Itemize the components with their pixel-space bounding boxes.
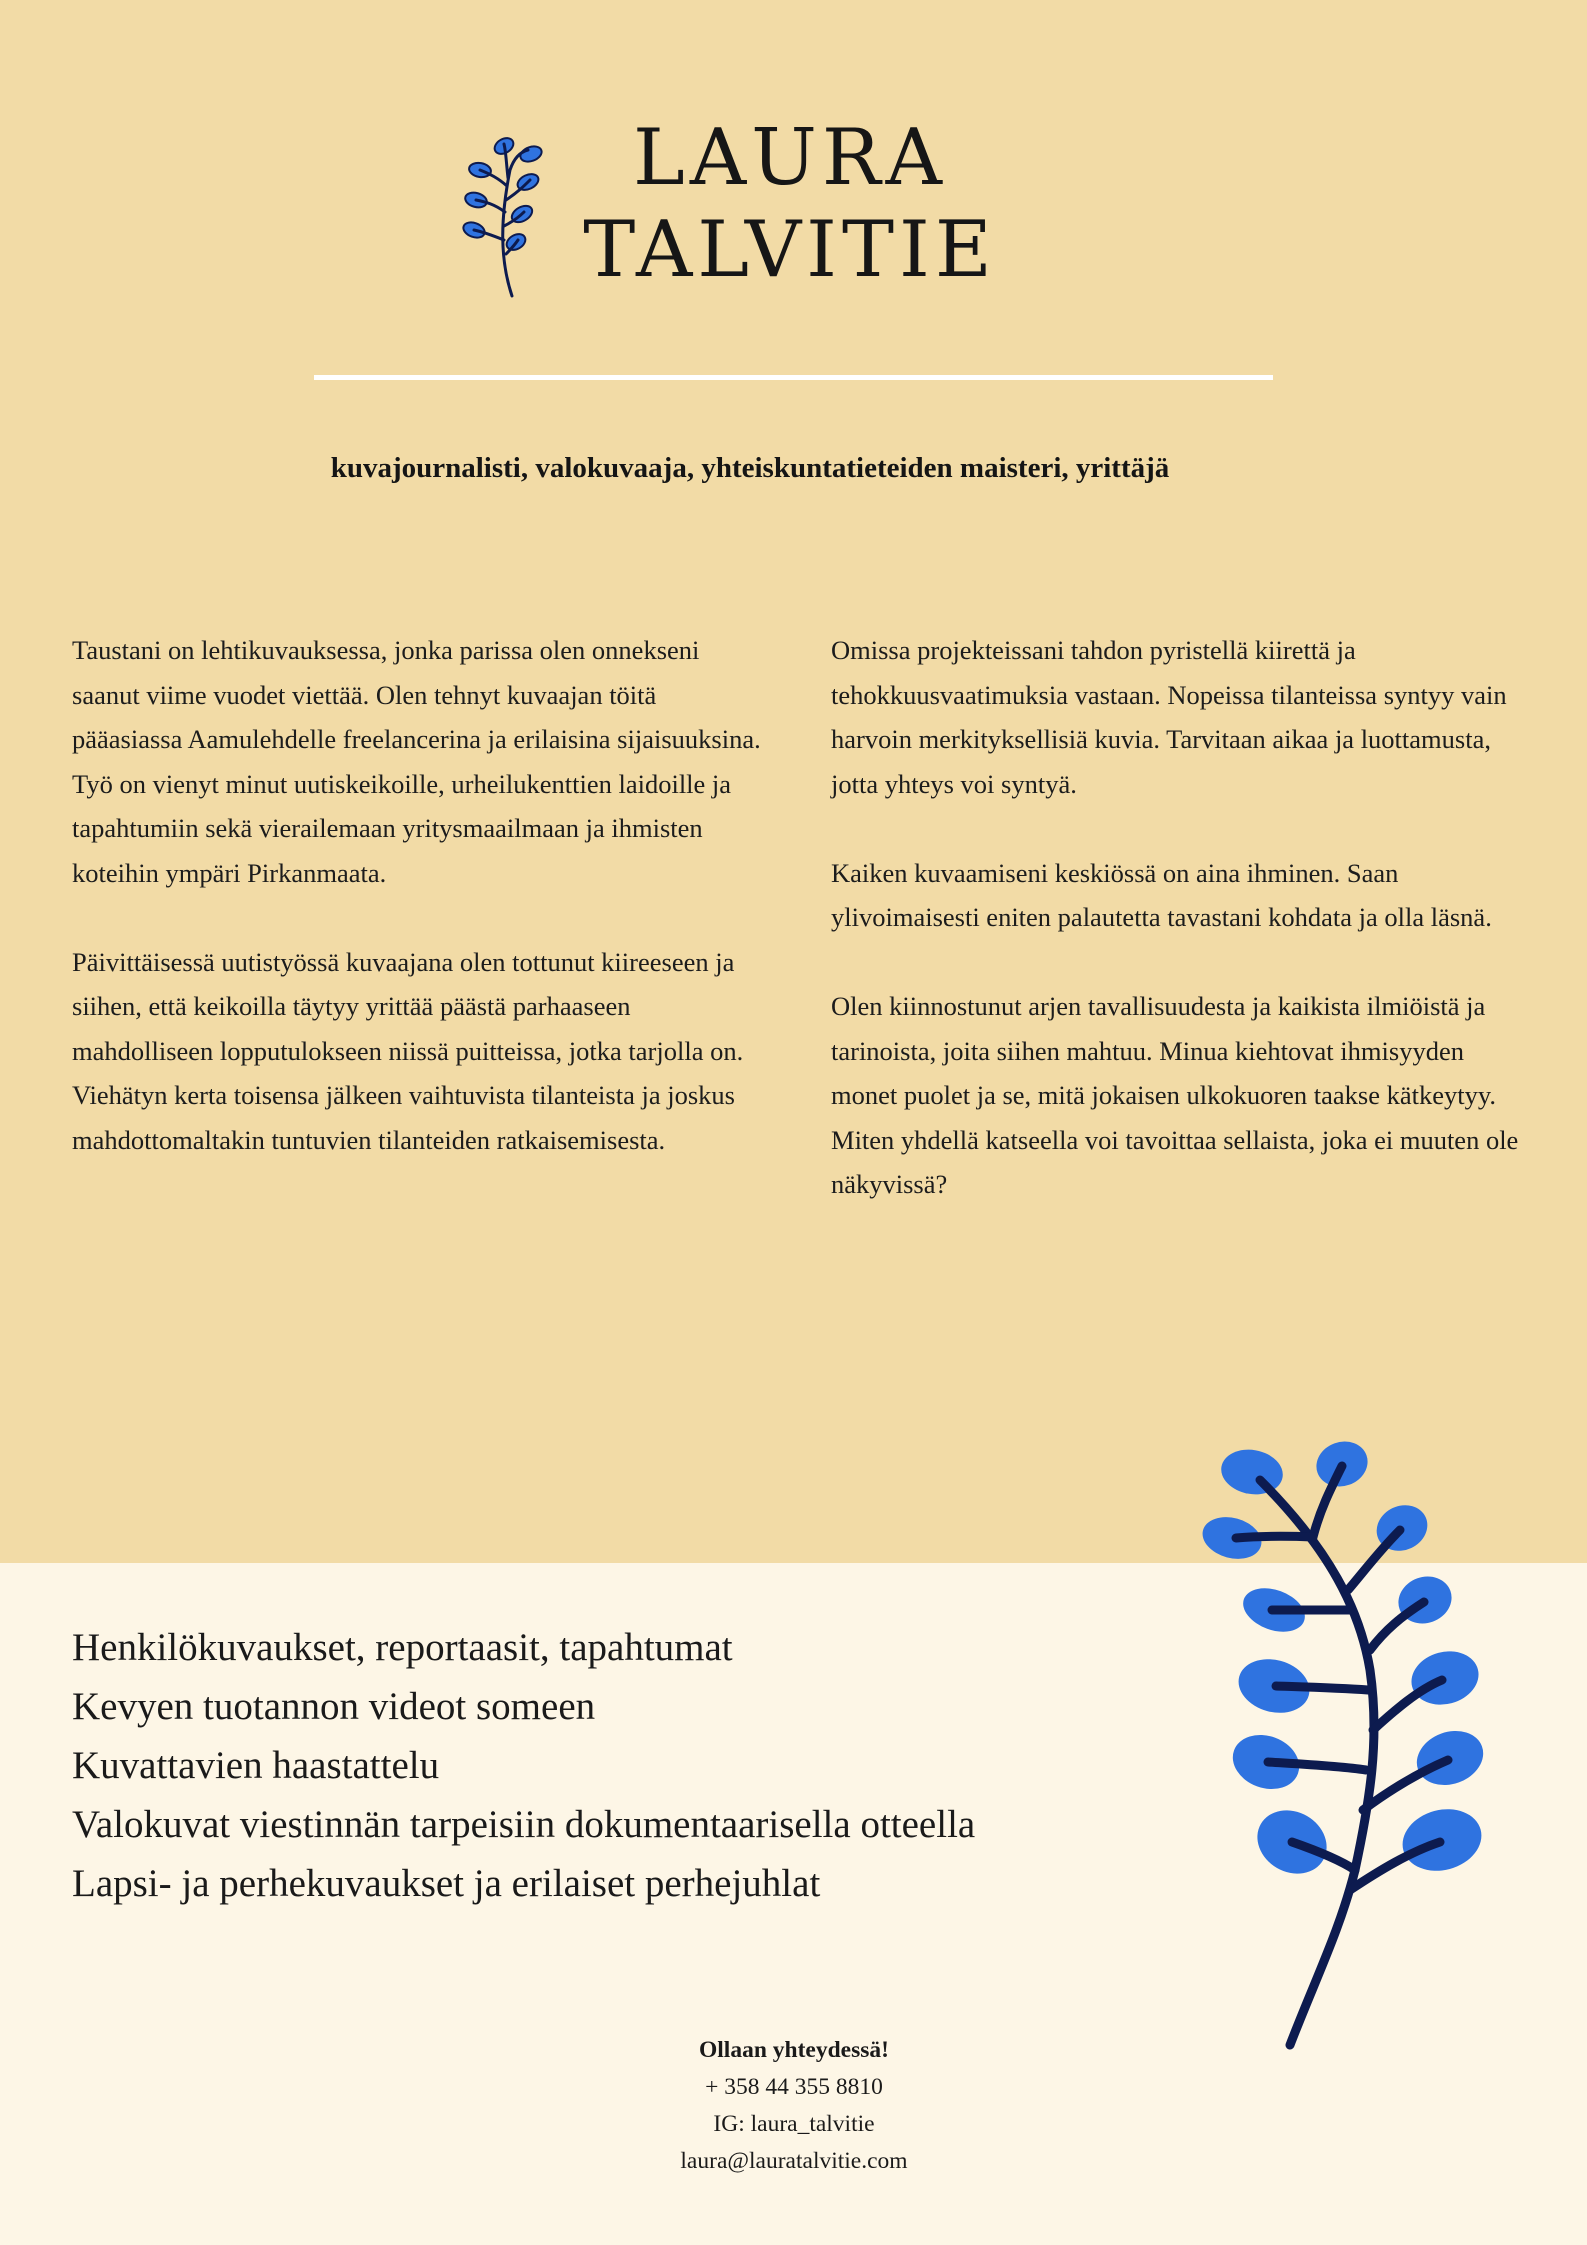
left-column	[72, 628, 772, 1207]
name-title	[560, 112, 1020, 296]
contact-heading: Ollaan yhteydessä!	[699, 2037, 889, 2063]
service-item: Valokuvat viestinnän tarpeisiin dokumentaarisella otteella	[72, 1803, 976, 1846]
contact-email[interactable]: laura@lauratalvitie.com	[680, 2148, 908, 2174]
service-item: Kuvattavien haastattelu	[72, 1744, 440, 1787]
left-paragraph: Päivittäisessä uutistyössä kuvaajana olen tottunut kiireeseen ja siihen, että keikoilla täytyy yrittää päästä parhaaseen mahdolliseen lopputulokseen niissä puitteissa, jotka tarjolla on. Viehätyn kerta toisensa jälkeen vaihtuvista tilanteista ja joskus mahdottomaltakin tuntuvien tilanteiden ratkaisemisesta.	[72, 946, 744, 1155]
service-item: Kevyen tuotannon videot someen	[72, 1685, 596, 1728]
contact-block	[594, 2032, 994, 2180]
tagline: kuvajournalisti, valokuvaaja, yhteiskuntatieteiden maisteri, yrittäjä	[330, 452, 1170, 484]
right-column	[831, 628, 1531, 1251]
right-paragraph: Kaiken kuvaamiseni keskiössä on aina ihminen. Saan ylivoimaisesti eniten palautetta tavastani kohdata ja olla läsnä.	[831, 857, 1492, 932]
leaf-sprig-icon	[448, 130, 548, 305]
services-list	[72, 1618, 1172, 1913]
name-first: LAURA	[633, 113, 947, 203]
left-paragraph: Taustani on lehtikuvauksessa, jonka parissa olen onnekseni saanut viime vuodet viettää. Olen tehnyt kuvaajan töitä pääasiassa Aamulehdelle freelancerina ja erilaisina sijaisuuksina. Työ on vienyt minut uutiskeikoille, urheilukenttien laidoille ja tapahtumiin sekä vierailemaan yritysmaailmaan ja ihmisten koteihin ympäri Pirkanmaata.	[72, 635, 761, 888]
name-last: TALVITIE	[583, 205, 997, 295]
service-item: Henkilökuvaukset, reportaasit, tapahtumat	[72, 1626, 733, 1669]
divider-line	[314, 375, 1273, 380]
contact-instagram[interactable]: IG: laura_talvitie	[713, 2111, 875, 2137]
right-paragraph: Omissa projekteissani tahdon pyristellä kiirettä ja tehokkuusvaatimuksia vastaan. Nopeissa tilanteissa syntyy vain harvoin merkityksellisiä kuvia. Tarvitaan aikaa ja luottamusta, jotta yhteys voi syntyä.	[831, 635, 1507, 799]
contact-phone[interactable]: + 358 44 355 8810	[705, 2074, 883, 2100]
right-paragraph: Olen kiinnostunut arjen tavallisuudesta ja kaikista ilmiöistä ja tarinoista, joita siihen mahtuu. Minua kiehtovat ihmisyyden monet puolet ja se, mitä jokaisen ulkokuoren taakse kätkeytyy. Miten yhdellä katseella voi tavoittaa sellaista, joka ei muuten ole näkyvissä?	[831, 991, 1519, 1199]
service-item: Lapsi- ja perhekuvaukset ja erilaiset perhejuhlat	[72, 1862, 821, 1905]
leaf-branch-icon	[1180, 1440, 1510, 2060]
